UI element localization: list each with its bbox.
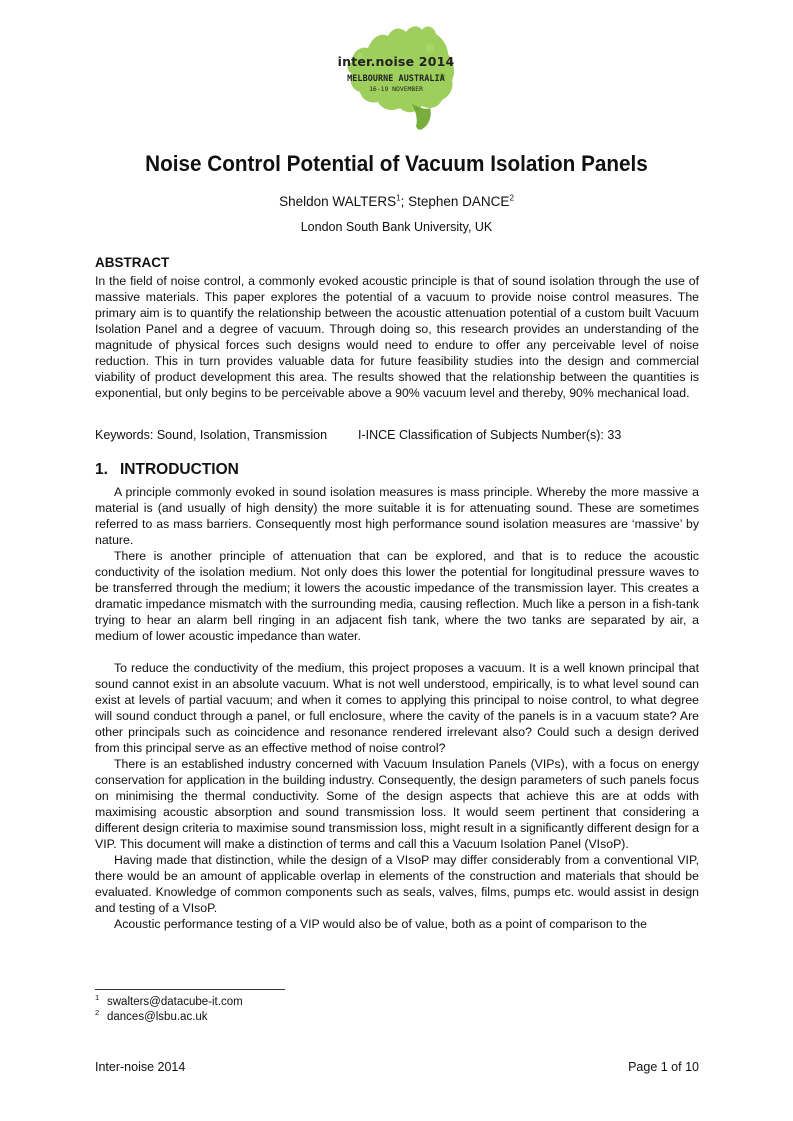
paragraph: There is an established industry concerned with Vacuum Insulation Panels (VIPs), with a focus on energy conservation for application in the building industry. Consequently, the design parameters of such panels focus on minimising the thermal conductivity. Some of the design aspects that achieve this are at odds with maximising acoustic absorption and sound transmission loss. It would seem pertinent that considering a different design criteria to maximise sound transmission loss, might result in a significantly different design for a VIP. This document will make a distinction of terms and call this a Vacuum Isolation Panel (VIsoP). (95, 757, 699, 851)
conference-logo (330, 18, 462, 136)
author-line (0, 194, 793, 209)
page-number: Page 1 of 10 (628, 1060, 699, 1074)
paragraph: Having made that distinction, while the design of a VIsoP may differ considerably from a conventional VIP, there would be an amount of applicable overlap in elements of the construction and materials that should be evaluated. Knowledge of common components such as seals, valves, films, pumps etc. would assist in design and testing of a VIsoP. (95, 853, 699, 915)
footnote: $^2$ dances@lsbu.ac.uk (95, 1008, 208, 1023)
abstract-heading: ABSTRACT (95, 255, 170, 270)
author-name: Sheldon WALTERS (279, 194, 397, 209)
footnote-divider (95, 989, 285, 990)
logo-title: inter.noise 2014 (337, 54, 455, 69)
footnote-email: swalters@datacube-it.com (107, 996, 243, 1008)
paragraph: There is another principle of attenuation that can be explored, and that is to reduce the acoustic conductivity of the isolation medium. Not only does this lower the potential for longitudinal pressure waves to be transferred through the medium; it lowers the acoustic impedance of the transmission layer. This creates a dramatic impedance mismatch with the surrounding media, causing reflection. Much like a person in a fish-tank trying to hear an alarm bell ringing in an adjacent fish tank, where the two tanks are separated by air, a medium of lower acoustic impedance than water. (95, 549, 699, 643)
paragraph: To reduce the conductivity of the medium, this project proposes a vacuum. It is a well known principal that sound cannot exist in an absolute vacuum. What is not well understood, empirically, is to what level sound can exist at levels of partial vacuum; and when it comes to applying this principal to noise control, to what degree will sound conduct through a panel, or full enclosure, where the cavity of the panels is in a vacuum state? Are other principals such as coincidence and resonance rendered irrelevant also? Could such a design derived from this principal serve as an effective method of noise control? (95, 661, 699, 755)
section-title: INTRODUCTION (120, 461, 239, 478)
logo-subtitle: MELBOURNE AUSTRALIA (347, 73, 445, 83)
paragraph: A principle commonly evoked in sound isolation measures is mass principle. Whereby the more massive a material is (and usually of high density) the more suitable it is for attenuating sound. These are sometimes referred to as mass barriers. Consequently most high performance sound isolation measures are ‘massive’ by nature. (95, 485, 699, 547)
classification: I-INCE Classification of Subjects Number(s): 33 (358, 428, 622, 442)
keywords: Keywords: Sound, Isolation, Transmission (95, 428, 328, 442)
logo-dates: 16-19 NOVEMBER (369, 85, 423, 93)
paper-title: Noise Control Potential of Vacuum Isolation Panels (145, 151, 648, 176)
footnote: $^1$ swalters@datacube-it.com (95, 993, 243, 1008)
section-body (95, 484, 699, 932)
author-footnote-mark: 2 (509, 193, 514, 203)
section-heading (95, 461, 239, 479)
author-separator: ; (400, 194, 409, 209)
affiliation: London South Bank University, UK (300, 220, 493, 234)
footer-conference: Inter-noise 2014 (95, 1060, 186, 1074)
paragraph: Acoustic performance testing of a VIP would also be of value, both as a point of comparison to the (114, 917, 647, 931)
abstract-text: In the field of noise control, a commonly evoked acoustic principle is that of sound isolation through the use of massive materials. This paper explores the potential of a vacuum to provide noise control measures. The primary aim is to quantify the relationship between the acoustic attenuation potential of a custom built Vacuum Isolation Panel and a degree of vacuum. Through doing so, this research provides an understanding of the magnitude of physical forces such designs would need to endure to offer any perceivable level of noise reduction. This in turn provides valuable data for future feasibility studies into the design and commercial viability of product development this area. The results showed that the relationship between the quantities is exponential, but only begins to be perceivable above a 90% vacuum level and thereby, 90% mechanical load. (95, 274, 699, 400)
keywords-line (95, 428, 699, 442)
author-footnote-mark: 1 (396, 193, 401, 203)
footnote-email: dances@lsbu.ac.uk (107, 1011, 208, 1023)
author-name: Stephen DANCE (408, 194, 510, 209)
section-number: 1. (95, 461, 108, 478)
